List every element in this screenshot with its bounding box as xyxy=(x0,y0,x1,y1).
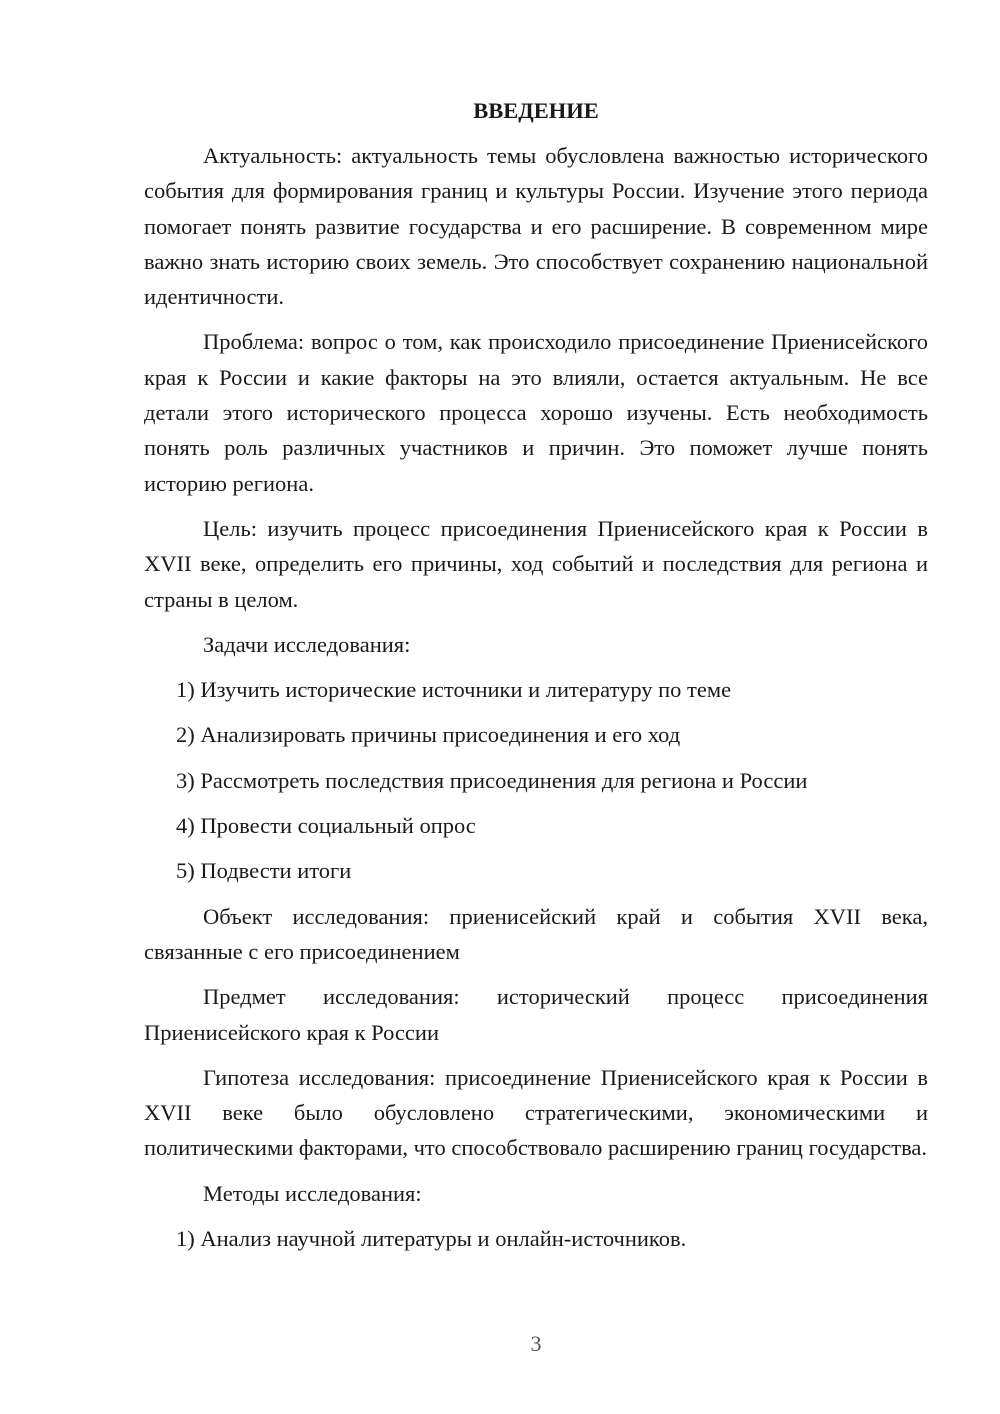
list-item: 3) Рассмотреть последствия присоединения для региона и России xyxy=(176,767,808,793)
section-title: ВВЕДЕНИЕ xyxy=(473,98,599,123)
list-item: 2) Анализировать причины присоединения и его ход xyxy=(176,722,681,748)
page-number: 3 xyxy=(530,1331,542,1356)
page-content xyxy=(144,96,928,1266)
methods-list xyxy=(144,1221,928,1256)
hypothesis-paragraph: Гипотеза исследования: присоединение Приенисейского края к России в XVII веке было обусловлено стратегическими, экономическими и политическими факторами, что способствовало расширению границ государства. xyxy=(144,1064,928,1161)
list-item: 4) Провести социальный опрос xyxy=(176,813,476,839)
list-item: 1) Изучить исторические источники и литературу по теме xyxy=(176,677,732,703)
problem-paragraph: Проблема: вопрос о том, как происходило присоединение Приенисейского края к России и какие факторы на это влияли, остается актуальным. Не все детали этого исторического процесса хорошо изучены. Есть необходимость понять роль различных участников и причин. Это поможет лучше понять историю региона. xyxy=(144,329,928,496)
object-paragraph: Объект исследования: приенисейский край и события XVII века, связанные с его присоединением xyxy=(144,903,928,964)
list-item: 5) Подвести итоги xyxy=(176,858,352,884)
tasks-heading: Задачи исследования: xyxy=(203,631,411,657)
list-item: 1) Анализ научной литературы и онлайн-источников. xyxy=(176,1226,687,1252)
goal-paragraph: Цель: изучить процесс присоединения Приенисейского края к России в XVII веке, определить его причины, ход событий и последствия для региона и страны в целом. xyxy=(144,515,928,612)
methods-heading: Методы исследования: xyxy=(203,1180,422,1206)
subject-paragraph: Предмет исследования: исторический процесс присоединения Приенисейского края к России xyxy=(144,984,928,1045)
tasks-list xyxy=(144,672,928,888)
relevance-paragraph: Актуальность: актуальность темы обусловлена важностью исторического события для формирования границ и культуры России. Изучение этого периода помогает понять развитие государства и его расширение. В современном мире важно знать историю своих земель. Это способствует сохранению национальной идентичности. xyxy=(144,143,928,310)
